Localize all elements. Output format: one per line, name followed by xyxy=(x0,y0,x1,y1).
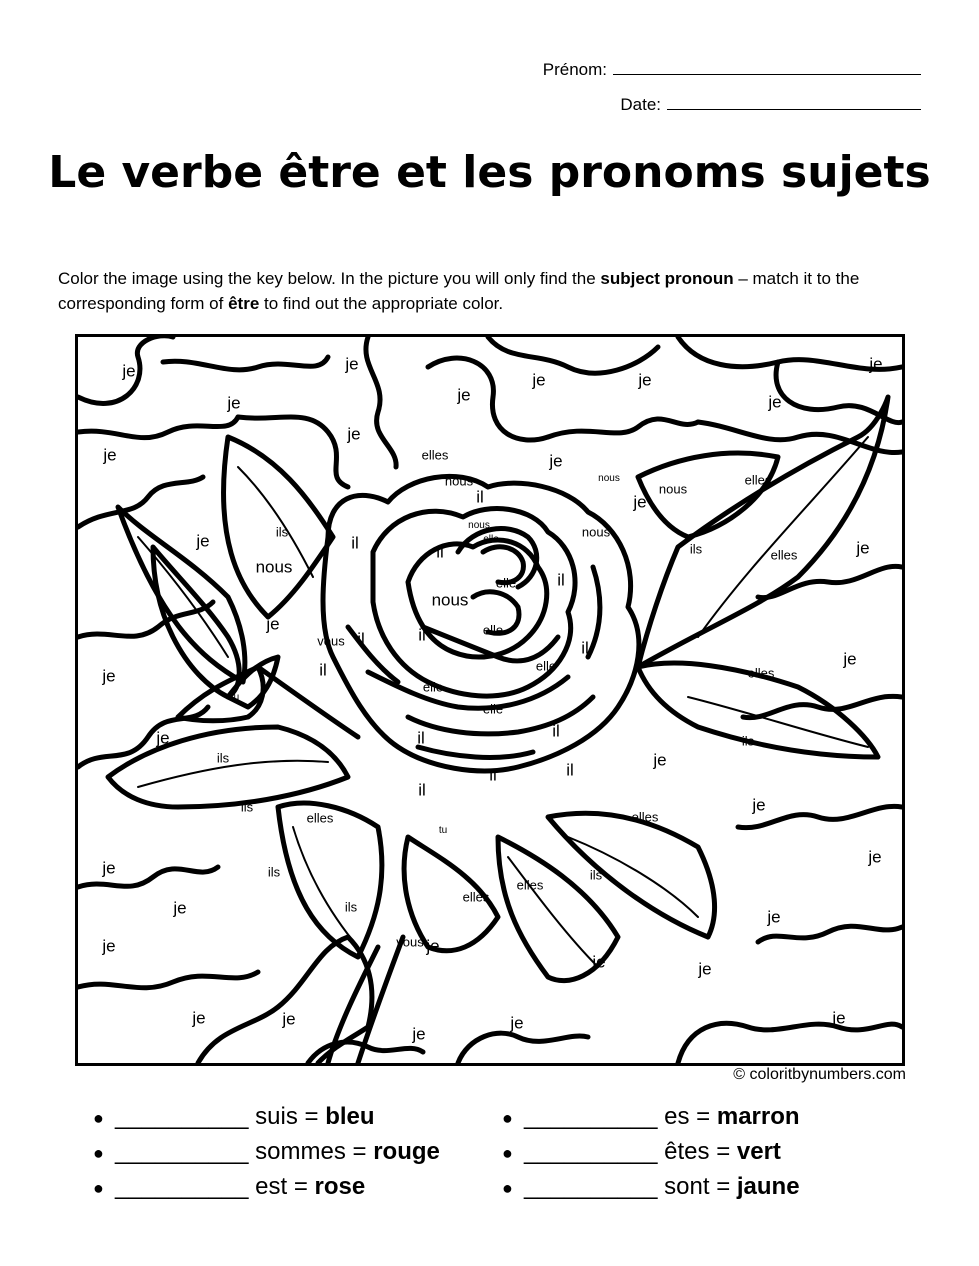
key-verb: est = xyxy=(255,1173,308,1200)
pronoun-label: je xyxy=(227,393,241,413)
key-item[interactable] xyxy=(93,1170,440,1205)
pronoun-label: je xyxy=(192,1008,206,1028)
pronoun-label: ils xyxy=(275,524,289,540)
pronoun-label: ils xyxy=(741,733,755,749)
key-item[interactable] xyxy=(502,1170,800,1205)
key-item[interactable] xyxy=(502,1135,800,1170)
date-line[interactable] xyxy=(667,93,921,110)
pronoun-label: je xyxy=(102,666,116,686)
pronoun-label: je xyxy=(767,907,781,927)
pronoun-label: je xyxy=(412,1024,426,1044)
pronoun-label: je xyxy=(282,1009,296,1029)
key-color: rouge xyxy=(373,1138,440,1165)
pronoun-label: elle xyxy=(422,679,444,695)
pronoun-label: je xyxy=(549,451,563,471)
pronoun-label: nous xyxy=(468,520,490,531)
pronoun-label: je xyxy=(102,936,116,956)
pronoun-label: je xyxy=(653,750,667,770)
key-blank[interactable]: __________ xyxy=(115,1173,249,1200)
pronoun-label: il xyxy=(351,533,359,553)
color-key-right xyxy=(502,1100,800,1205)
prenom-field[interactable] xyxy=(543,58,921,80)
pronoun-label: ils xyxy=(689,541,703,557)
key-verb: êtes = xyxy=(664,1138,731,1165)
pronoun-label: il xyxy=(489,765,497,785)
prenom-label: Prénom: xyxy=(542,60,607,79)
instructions-bold-1: subject pronoun xyxy=(600,269,734,288)
pronoun-label: il xyxy=(566,760,574,780)
pronoun-label: tu xyxy=(438,825,448,836)
bullet-icon: ● xyxy=(502,1143,513,1163)
pronoun-label: je xyxy=(856,538,870,558)
instructions-text-2: – match it to the corresponding form of xyxy=(58,269,860,313)
pronoun-label: il xyxy=(319,660,327,680)
pronoun-label: elle xyxy=(495,575,517,591)
pronoun-label: je xyxy=(196,531,210,551)
pronoun-label: tu xyxy=(230,692,240,703)
key-color: marron xyxy=(716,1103,800,1130)
key-blank[interactable]: __________ xyxy=(115,1103,249,1130)
pronoun-label: ils xyxy=(240,799,254,815)
pronoun-label: elles xyxy=(631,809,659,825)
pronoun-label: nous xyxy=(598,473,620,484)
pronoun-label: il xyxy=(581,638,589,658)
pronoun-label: je xyxy=(345,354,359,374)
pronoun-label: elles xyxy=(421,447,449,463)
pronoun-label: je xyxy=(768,392,782,412)
pronoun-label: vous xyxy=(317,633,345,649)
key-color: jaune xyxy=(736,1173,800,1200)
pronoun-label: elles xyxy=(770,547,798,563)
pronoun-label: je xyxy=(633,492,647,512)
key-verb: sommes = xyxy=(255,1138,367,1165)
bullet-icon: ● xyxy=(93,1108,104,1128)
key-blank[interactable]: __________ xyxy=(524,1173,658,1200)
pronoun-label: je xyxy=(869,354,883,374)
pronoun-label: nous xyxy=(255,557,293,577)
pronoun-label: nous xyxy=(658,481,688,497)
pronoun-label: elle xyxy=(482,622,504,638)
key-verb: sont = xyxy=(664,1173,731,1200)
date-label: Date: xyxy=(620,95,661,114)
key-blank[interactable]: __________ xyxy=(524,1138,658,1165)
pronoun-label: nous xyxy=(444,473,474,489)
pronoun-label: je xyxy=(457,385,471,405)
pronoun-label: vous xyxy=(396,934,424,950)
pronoun-label: je xyxy=(103,445,117,465)
pronoun-label: il xyxy=(357,629,365,649)
pronoun-label: je xyxy=(266,614,280,634)
instructions-text-1: Color the image using the key below. In the picture you will only find the xyxy=(58,269,601,288)
pronoun-label: elles xyxy=(516,877,544,893)
key-blank[interactable]: __________ xyxy=(524,1103,658,1130)
pronoun-label: ils xyxy=(589,867,603,883)
prenom-line[interactable] xyxy=(613,58,921,75)
pronoun-label: je xyxy=(592,952,606,972)
pronoun-label: elles xyxy=(747,665,775,681)
pronoun-label: il xyxy=(436,542,444,562)
pronoun-label: je xyxy=(173,898,187,918)
key-color: rose xyxy=(314,1173,366,1200)
pronoun-label: je xyxy=(426,936,440,956)
pronoun-label: je xyxy=(347,424,361,444)
pronoun-label: nous xyxy=(581,524,611,540)
bullet-icon: ● xyxy=(502,1108,513,1128)
pronoun-label: ils xyxy=(344,899,358,915)
pronoun-label: il xyxy=(417,728,425,748)
pronoun-label: je xyxy=(122,361,136,381)
pronoun-label: elle xyxy=(483,534,499,545)
pronoun-label: elles xyxy=(306,810,334,826)
color-key-left xyxy=(93,1100,440,1205)
pronoun-label: je xyxy=(752,795,766,815)
pronoun-label: je xyxy=(510,1013,524,1033)
pronoun-label: il xyxy=(557,570,565,590)
pronoun-label: je xyxy=(843,649,857,669)
key-item[interactable] xyxy=(502,1100,800,1135)
instructions-text-3: to find out the appropriate color. xyxy=(259,294,504,313)
key-item[interactable] xyxy=(93,1135,440,1170)
pronoun-label: je xyxy=(832,1008,846,1028)
key-item[interactable] xyxy=(93,1100,440,1135)
pronoun-label: je xyxy=(868,847,882,867)
key-verb: es = xyxy=(664,1103,711,1130)
instructions-bold-2: être xyxy=(228,294,260,313)
pronoun-label: il xyxy=(552,721,560,741)
rose-line-art xyxy=(78,337,902,1063)
pronoun-label: je xyxy=(638,370,652,390)
pronoun-label: elle xyxy=(535,658,557,674)
bullet-icon: ● xyxy=(93,1143,104,1163)
credit: © coloritbynumbers.com xyxy=(733,1066,906,1083)
pronoun-label: elles xyxy=(744,472,772,488)
bullet-icon: ● xyxy=(502,1178,513,1198)
date-field[interactable] xyxy=(620,93,921,115)
key-verb: suis = xyxy=(255,1103,319,1130)
bullet-icon: ● xyxy=(93,1178,104,1198)
instructions xyxy=(58,266,924,316)
page-title: Le verbe être et les pronoms sujets xyxy=(48,147,931,198)
pronoun-label: je xyxy=(156,728,170,748)
pronoun-label: il xyxy=(418,780,426,800)
key-color: bleu xyxy=(325,1103,375,1130)
pronoun-label: ils xyxy=(267,864,281,880)
pronoun-label: ils xyxy=(216,750,230,766)
key-blank[interactable]: __________ xyxy=(115,1138,249,1165)
pronoun-label: je xyxy=(698,959,712,979)
pronoun-label: il xyxy=(476,487,484,507)
pronoun-label: je xyxy=(102,858,116,878)
pronoun-label: il xyxy=(418,625,426,645)
key-color: vert xyxy=(736,1138,781,1165)
coloring-picture[interactable] xyxy=(75,334,905,1066)
pronoun-label: nous xyxy=(431,590,469,610)
pronoun-label: elle xyxy=(482,701,504,717)
pronoun-label: je xyxy=(532,370,546,390)
pronoun-label: elles xyxy=(462,889,490,905)
